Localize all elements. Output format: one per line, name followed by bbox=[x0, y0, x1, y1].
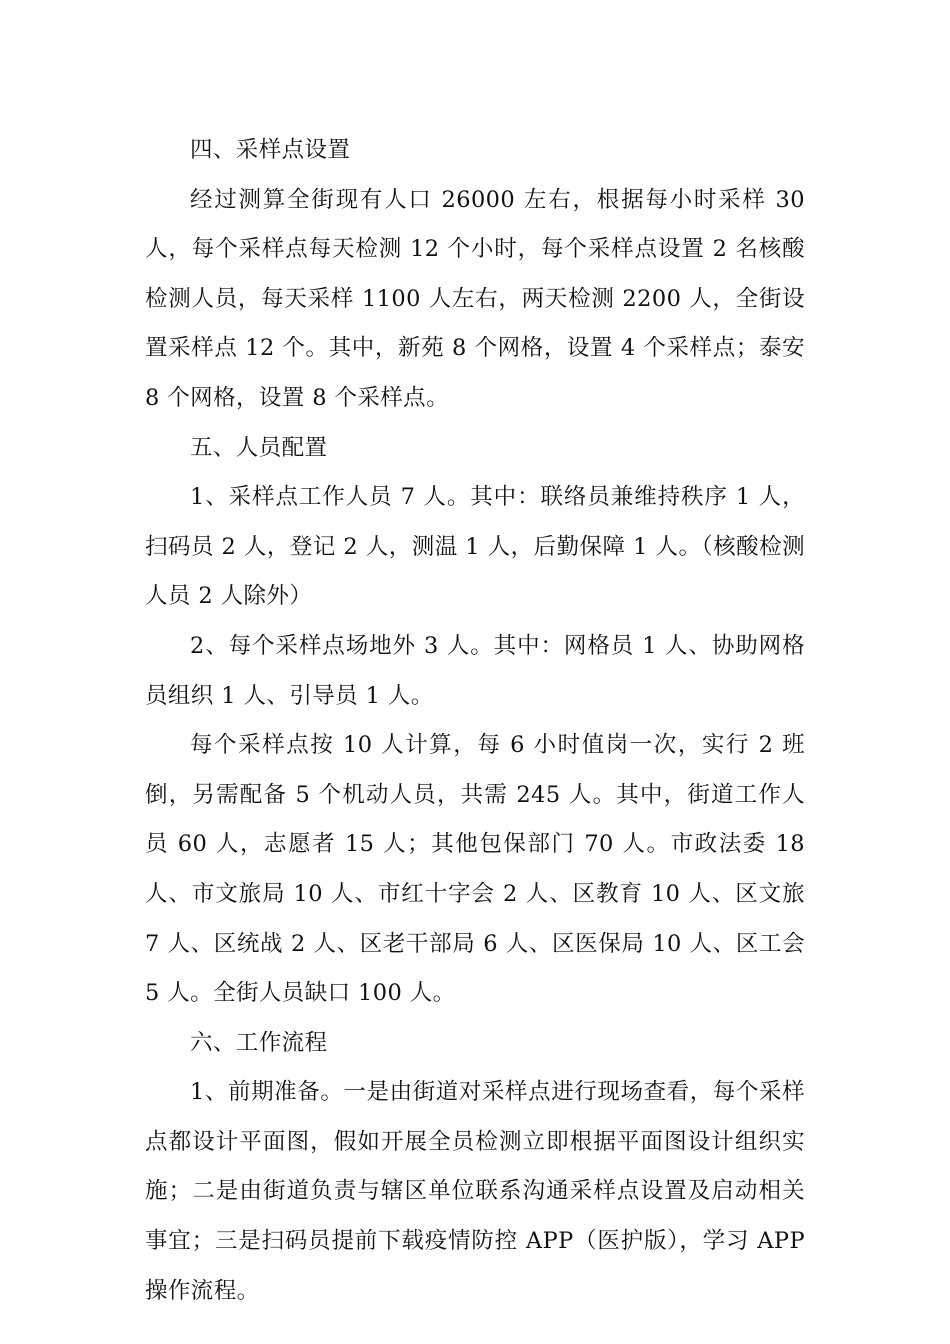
paragraph-staffing-3: 每个采样点按 10 人计算，每 6 小时值岗一次，实行 2 班倒，另需配备 5 个机动人员，共需 245 人。其中，街道工作人员 60 人，志愿者 15 人；其他包保部门 70 人。市政法委 18 人、市文旅局 10 人、市红十字会 2 人、区教育 10 人、区文旅 7 人、区统战 2 人、区老干部局 6 人、区医保局 10 人、区工会 5 人。全街人员缺口 100 人。 bbox=[145, 732, 805, 1007]
section-heading-sampling-points: 四、采样点设置 bbox=[190, 137, 351, 163]
paragraph-staffing-2: 2、每个采样点场地外 3 人。其中：网格员 1 人、协助网格员组织 1 人、引导员 1 人。 bbox=[145, 632, 805, 709]
section-heading-staffing: 五、人员配置 bbox=[190, 434, 328, 461]
paragraph-sampling-points: 经过测算全街现有人口 26000 左右，根据每小时采样 30 人，每个采样点每天检测 12 个小时，每个采样点设置 2 名核酸检测人员，每天采样 1100 人左右，两天检测 2200 人，全街设置采样点 12 个。其中，新苑 8 个网格，设置 4 个采样点；泰安 8 个网格，设置 8 个采样点。 bbox=[145, 186, 805, 411]
section-heading-workflow: 六、工作流程 bbox=[190, 1029, 328, 1056]
paragraph-workflow-1: 1、前期准备。一是由街道对采样点进行现场查看，每个采样点都设计平面图，假如开展全员检测立即根据平面图设计组织实施；二是由街道负责与辖区单位联系沟通采样点设置及启动相关事宜；三是扫码员提前下载疫情防控 APP（医护版），学习 APP 操作流程。 bbox=[145, 1079, 805, 1304]
document-page bbox=[145, 126, 805, 1316]
paragraph-staffing-1: 1、采样点工作人员 7 人。其中：联络员兼维持秩序 1 人，扫码员 2 人，登记 2 人，测温 1 人，后勤保障 1 人。（核酸检测人员 2 人除外） bbox=[145, 484, 805, 610]
